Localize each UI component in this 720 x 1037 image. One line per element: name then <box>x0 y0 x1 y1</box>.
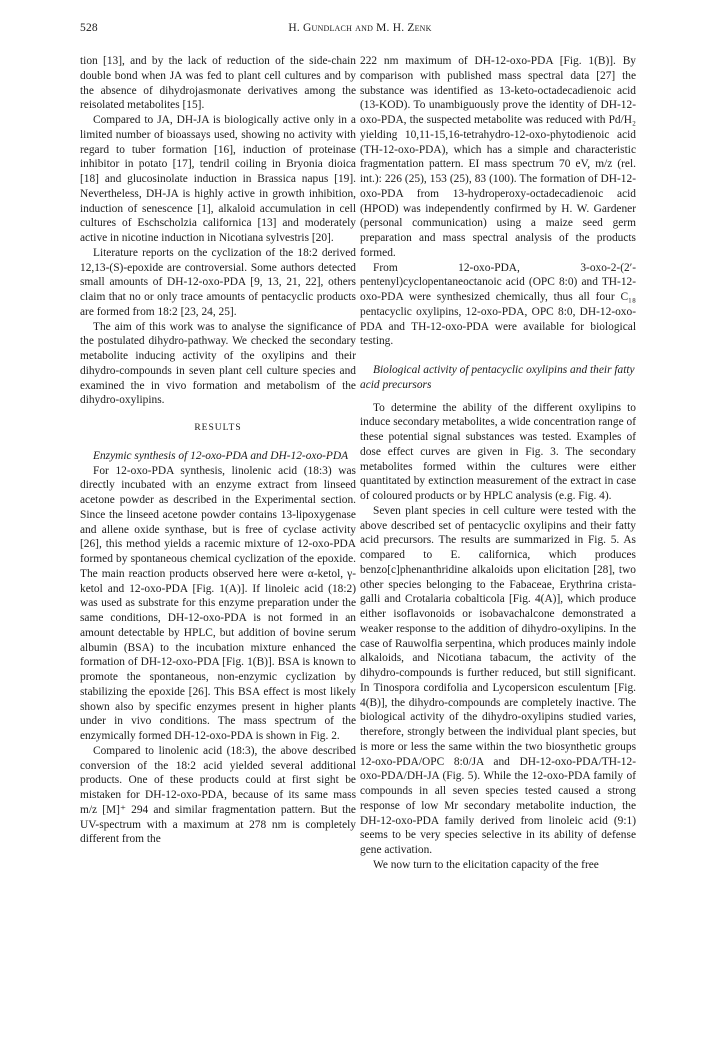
paragraph: We now turn to the elicitation capacity of the free <box>373 858 599 871</box>
paragraph: Literature reports on the cyclization of the 18:2 derived 12,13-(S)-epoxide are controversial. Some authors detected small amounts of DH-12-oxo-PDA [9, 13, 21, 22], others claim that no or only trace amounts of pentacyclic products are formed from 18:2 [23, 24, 25]. <box>80 246 356 318</box>
running-title: H. Gundlach and M. H. Zenk <box>288 22 432 34</box>
paragraph: 222 nm maximum of DH-12-oxo-PDA [Fig. 1(B)]. By comparison with published mass spectral data [27] the substance was identified as 13-keto-octadecadienoic acid (13-KOD). To unambiguously prove the identity of DH-12-oxo-PDA, the suspected metabolite was reduced with Pd/H₂ yielding 10,11-15,16-tetrahydro-12-oxo-phytodienoic acid (TH-12-oxo-PDA), which has a simple and characteristic fragmentation pattern. EI mass spectrum 70 eV, m/z (rel. int.): 226 (25), 153 (25), 83 (100). The formation of DH-12-oxo-PDA from 13-hydroperoxy-octadecadienoic acid (HPOD) was independently confirmed by H. W. Gardener (personal communication) using a maize seed germ preparation and mass spectral analysis of the products formed. <box>360 55 636 259</box>
left-column <box>80 54 356 847</box>
subsection-heading: Enzymic synthesis of 12-oxo-PDA and DH-12-oxo-PDA <box>93 449 349 462</box>
paragraph: Compared to JA, DH-JA is biologically active only in a limited number of bioassays used, showing no activity with regard to tuber formation [16], induction of proteinase inhibitor in potato [17], tendril coiling in Bryonia dioica [18] and glucosinolate induction in Brassica napus [19]. Nevertheless, DH-JA is highly active in growth inhibition, induction of senescence [1], alkaloid accumulation in cell cultures of Eschscholzia californica [13] and moderately active in nicotine induction in Nicotiana sylvestris [20]. <box>80 114 356 244</box>
paragraph: tion [13], and by the lack of reduction of the side-chain double bond when JA was fed to plant cell cultures and by the absence of dihydrojasmonate derivatives among the reisolated metabolites [15]. <box>80 55 356 112</box>
paragraph: The aim of this work was to analyse the significance of the postulated dihydro-pathway. We checked the secondary metabolite inducing activity of the oxylipins and their dihydro-compounds in seven plant cell culture species and examined the in vivo formation and metabolism of the dihydro-oxylipins. <box>80 320 356 407</box>
paragraph: Compared to linolenic acid (18:3), the above described conversion of the 18:2 acid yielded several additional products. One of these products could at first sight be mistaken for DH-12-oxo-PDA, because of its same mass m/z [M]⁺ 294 and similar fragmentation pattern. But the UV-spectrum with a maximum at 278 nm is completely different from the <box>80 744 356 846</box>
running-header <box>80 22 640 40</box>
paragraph: Seven plant species in cell culture were tested with the above described set of pentacyclic oxylipins and their fatty acid precursors. The results are summarized in Fig. 5. As compared to E. californica, which produces benzo[c]phenanthridine alkaloids upon elicitation [28], two other species belonging to the Fabaceae, Erythrina crista-galli and Crotalaria cobalticola [Fig. 4(A)], which produce either isoflavonoids or isobavachalcone demonstrated a weaker response to the addition of dihydro-oxylipins. In the case of Rauwolfia serpentina, which produces mainly indole alkaloids, and Nicotiana tabacum, the activity of the dihydro-compounds is further reduced, but still significant. In Tinospora cordifolia and Lycopersicon esculentum [Fig. 4(B)], the dihydro-compounds are completely inactive. The biological activity of the dihydro-oxylipins studied varies, therefore, strongly between the individual plant species, but is more or less the same within the two biosynthetic groups 12-oxo-PDA/OPC 8:0/JA and DH-12-oxo-PDA/TH-12-oxo-PDA/DH-JA (Fig. 5). While the 12-oxo-PDA family of compounds in all seven species tested caused a strong response of low Mr secondary metabolite induction, the DH-12-oxo-PDA family derived from linoleic acid (9:1) seems to be very species selective in its ability of defense gene activation. <box>360 504 636 856</box>
paragraph: To determine the ability of the different oxylipins to induce secondary metabolites, a wide concentration range of these potential signal substances was tested. Examples of dose effect curves are given in Fig. 3. The secondary metabolites formed within the cultures were either quantitated by extinction measurement of the extract in case of coloured products or by HPLC analysis (e.g. Fig. 4). <box>360 401 636 502</box>
subsection-heading: Biological activity of pentacyclic oxylipins and their fatty acid precursors <box>360 364 635 391</box>
paragraph: From 12-oxo-PDA, 3-oxo-2-(2′-pentenyl)cyclopentaneoctanoic acid (OPC 8:0) and TH-12-oxo-PDA were synthesized chemically, thus all four C₁₈ pentacyclic oxylipins, 12-oxo-PDA, OPC 8:0, DH-12-oxo-PDA and TH-12-oxo-PDA were available for biological testing. <box>360 261 636 348</box>
paragraph: For 12-oxo-PDA synthesis, linolenic acid (18:3) was directly incubated with an enzyme extract from linseed acetone powder as described in the Experimental section. Since the linseed acetone powder contains 13-lipoxygenase and allene oxide synthase, but is free of cyclase activity [26], this method yields a racemic mixture of 12-oxo-PDA formed by spontaneous chemical cyclization of the epoxide. The main reaction products observed here were α-ketol, γ-ketol and 12-oxo-PDA [Fig. 1(A)]. If linoleic acid (18:2) was used as substrate for this enzyme preparation under the same conditions, DH-12-oxo-PDA is not formed in an amount detectable by HPLC, but addition of bovine serum albumin (BSA) to the incubation mixture enhanced the formation of DH-12-oxo-PDA [Fig. 1(B)]. BSA is known to promote the spontaneous, non-enzymic cyclization by stabilizing the epoxide [26]. This BSA effect is most likely shown also by specific enzymes present in higher plants under in vivo conditions. The mass spectrum of the enzymically formed DH-12-oxo-PDA is shown in Fig. 2. <box>80 464 356 742</box>
section-heading-results: RESULTS <box>194 423 242 433</box>
right-column <box>360 54 636 873</box>
page-number: 528 <box>80 22 98 34</box>
